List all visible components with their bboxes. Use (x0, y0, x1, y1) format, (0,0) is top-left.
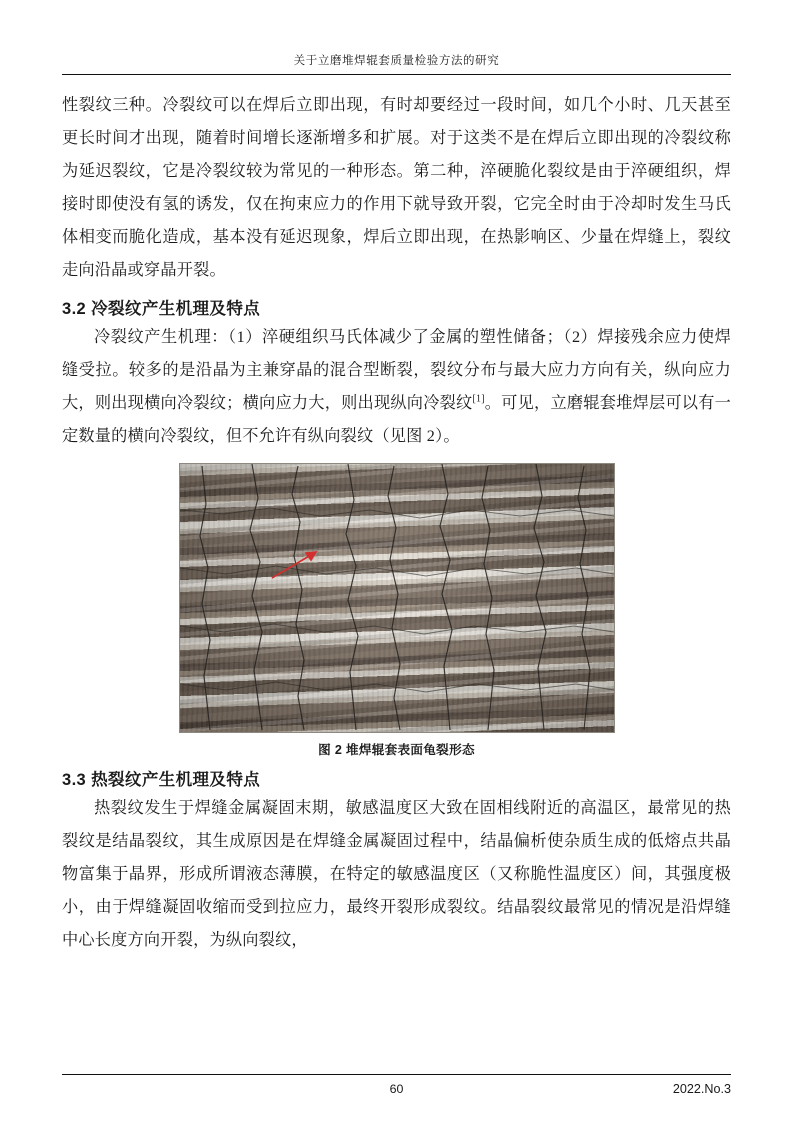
paragraph-cold-crack-mechanism (62, 321, 731, 453)
paragraph-text-continued: 。可见，立磨辊套堆焊层可以有一定数量的横向冷裂纹，但不允许有纵向裂纹（见图 2）。 (62, 394, 732, 445)
footer-page-number: 60 (389, 1082, 404, 1096)
section-heading-3-2: 3.2 冷裂纹产生机理及特点 (62, 300, 261, 318)
paragraph-hot-crack-mechanism: 热裂纹发生于焊缝金属凝固末期，敏感温度区大致在固相线附近的高温区，最常见的热裂纹是结晶裂纹，其生成原因是在焊缝金属凝固过程中，结晶偏析使杂质生成的低熔点共晶物富集于晶界，形成所谓液态薄膜，在特定的敏感温度区（又称脆性温度区）间，其强度极小，由于焊缝凝固收缩而受到拉应力，最终开裂形成裂纹。结晶裂纹最常见的情况是沿焊缝中心长度方向开裂，为纵向裂纹， (62, 799, 731, 949)
figure-caption: 图 2 堆焊辊套表面龟裂形态 (318, 743, 475, 757)
section-heading-3-3: 3.3 热裂纹产生机理及特点 (62, 771, 261, 789)
figure-image-weld-surface-cracks (179, 463, 615, 733)
header-divider (62, 74, 731, 75)
paragraph-text: 冷裂纹产生机理：（1）淬硬组织马氏体减少了金属的塑性储备；（2）焊接残余应力使焊缝受拉。较多的是沿晶为主兼穿晶的混合型断裂，裂纹分布与最大应力方向有关，纵向应力大，则出现横向冷裂纹；横向应力大，则出现纵向冷裂纹 (62, 328, 731, 412)
running-head: 关于立磨堆焊辊套质量检验方法的研究 (293, 55, 500, 67)
footer-issue: 2022.No.3 (672, 1082, 731, 1096)
page-footer (62, 1074, 731, 1096)
figure-block (62, 463, 731, 758)
footer-divider (62, 1074, 731, 1075)
crack-network-overlay (180, 464, 614, 732)
paragraph-continuation: 性裂纹三种。冷裂纹可以在焊后立即出现，有时却要经过一段时间，如几个小时、几天甚至更长时间才出现，随着时间增长逐渐增多和扩展。对于这类不是在焊后立即出现的冷裂纹称为延迟裂纹，它是冷裂纹较为常见的一种形态。第二种，淬硬脆化裂纹是由于淬硬组织，焊接时即使没有氢的诱发，仅在拘束应力的作用下就导致开裂，它完全时由于冷却时发生马氏体相变而脆化造成，基本没有延迟现象，焊后立即出现，在热影响区、少量在焊缝上，裂纹走向沿晶或穿晶开裂。 (62, 96, 731, 279)
footer-row (62, 1082, 731, 1096)
citation-marker: [1] (472, 393, 485, 405)
